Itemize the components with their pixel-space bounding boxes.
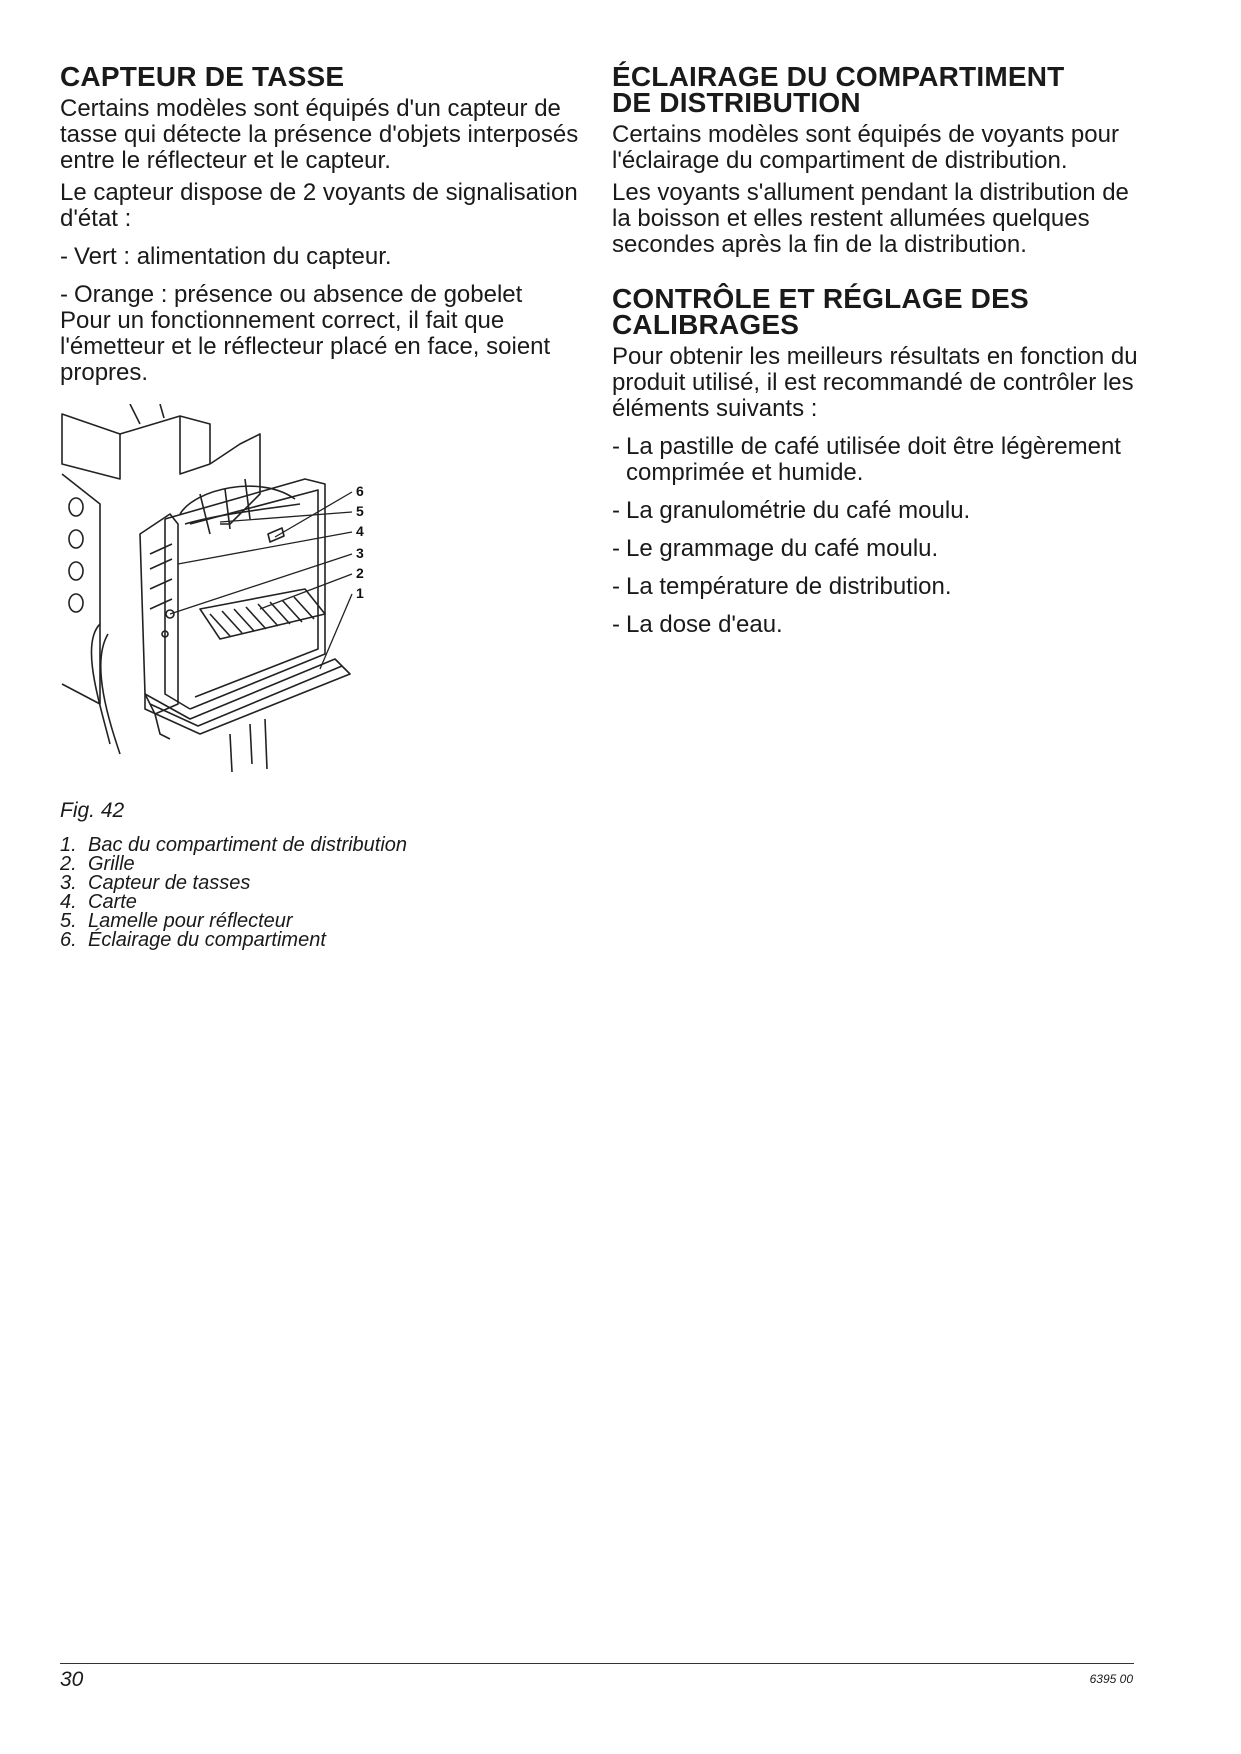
legend-item: 5. Lamelle pour réflecteur (60, 910, 293, 932)
callout-1: 1 (356, 585, 364, 601)
callout-5: 5 (356, 503, 364, 519)
legend-item: 6. Éclairage du compartiment (60, 929, 326, 951)
legend-item: 3. Capteur de tasses (60, 872, 251, 894)
section-title-capteur: CAPTEUR DE TASSE (60, 61, 345, 92)
list-item: - La granulométrie du café moulu. (612, 498, 1142, 524)
list-item: - La pastille de café utilisée doit être légèrement comprimée et humide. (612, 434, 1142, 486)
callout-4: 4 (356, 523, 364, 539)
section-title-eclairage: ÉCLAIRAGE DU COMPARTIMENT DE DISTRIBUTION (612, 61, 1065, 118)
legend-item: 4. Carte (60, 891, 137, 913)
callout-6: 6 (356, 483, 364, 499)
list-item: - La dose d'eau. (612, 612, 1142, 638)
left-column (60, 61, 580, 951)
cup-sensor-drawing (60, 404, 410, 794)
paragraph-capteur-entretien: Pour un fonctionnement correct, il fait que l'émetteur et le réflecteur placé en face, soient propres. (60, 307, 551, 386)
figure-42-illustration (60, 404, 410, 794)
list-item: - La température de distribution. (612, 574, 1142, 600)
list-item: - Vert : alimentation du capteur. (60, 244, 580, 270)
paragraph-controle-intro: Pour obtenir les meilleurs résultats en fonction du produit utilisé, il est recommandé de contrôler les éléments suivants : (612, 343, 1138, 422)
paragraph-eclairage-details: Les voyants s'allument pendant la distribution de la boisson et elles restent allumées quelques secondes après la fin de la distribution. (612, 179, 1129, 258)
section-title-controle: CONTRÔLE ET RÉGLAGE DES CALIBRAGES (612, 283, 1029, 340)
footer-divider (60, 1663, 1134, 1664)
paragraph-capteur-voyants: Le capteur dispose de 2 voyants de signalisation d'état : (60, 179, 578, 232)
figure-caption: Fig. 42 (60, 799, 125, 822)
callout-2: 2 (356, 565, 364, 581)
list-item: - Le grammage du café moulu. (612, 536, 1142, 562)
legend-item: 2. Grille (60, 853, 135, 875)
callout-3: 3 (356, 545, 364, 561)
figure-legend (60, 836, 580, 950)
controle-checklist (612, 434, 1142, 638)
paragraph-eclairage-intro: Certains modèles sont équipés de voyants pour l'éclairage du compartiment de distribution. (612, 121, 1119, 174)
capteur-voyants-list (60, 244, 580, 308)
paragraph-capteur-intro: Certains modèles sont équipés d'un capteur de tasse qui détecte la présence d'objets interposés entre le réflecteur et le capteur. (60, 95, 579, 174)
legend-item: 1. Bac du compartiment de distribution (60, 834, 408, 856)
right-column (612, 61, 1142, 638)
list-item: - Orange : présence ou absence de gobelet (60, 282, 580, 308)
page-number: 30 (60, 1668, 84, 1691)
document-code: 6395 00 (1089, 1672, 1133, 1686)
